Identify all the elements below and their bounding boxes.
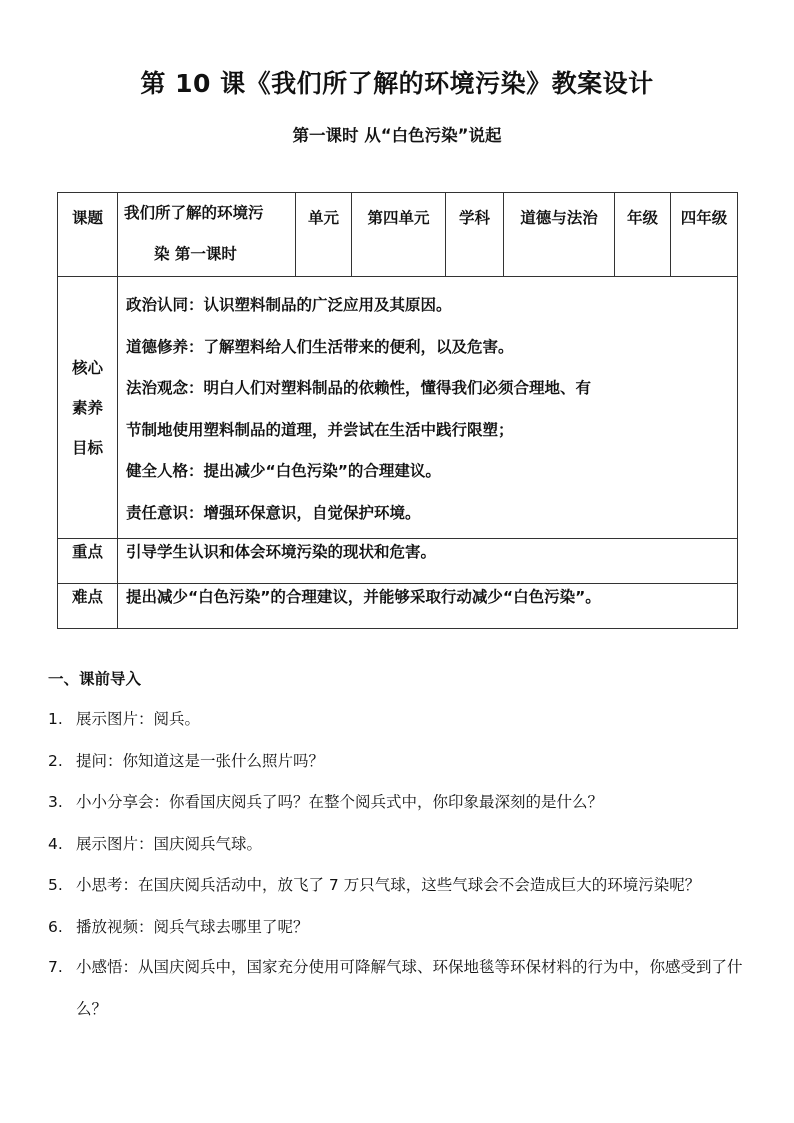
topic-label: 课题: [58, 193, 118, 277]
difficulty-text: 提出减少“白色污染”的合理建议，并能够采取行动减少“白色污染”。: [118, 584, 738, 629]
list-item: [48, 947, 748, 1030]
list-item-number: 6.: [48, 917, 63, 936]
subject-label: 学科: [446, 193, 504, 277]
key-point-label: 重点: [58, 539, 118, 584]
list-item-number: 5.: [48, 876, 63, 894]
key-point-text: 引导学生认识和体会环境污染的现状和危害。: [118, 539, 738, 584]
grade-value: 四年级: [671, 193, 738, 277]
key-point-row: [58, 539, 738, 584]
core-goals-content: [118, 277, 738, 539]
document-subtitle: 第一课时 从“白色污染”说起: [292, 126, 502, 145]
list-item-text: 展示图片：国庆阅兵气球。: [76, 834, 263, 853]
topic-value-line2: 染 第一课时: [154, 245, 237, 263]
unit-label: 单元: [296, 193, 352, 277]
core-goals-label: [58, 277, 118, 539]
core-goal-line: 责任意识：增强环保意识，自觉保护环境。: [126, 503, 421, 522]
table-header-row: [58, 193, 738, 277]
core-goals-row: [58, 277, 738, 539]
list-item-number: 3.: [48, 793, 63, 811]
core-goal-line: 政治认同：认识塑料制品的广泛应用及其原因。: [126, 296, 452, 314]
subject-value: 道德与法治: [504, 193, 615, 277]
section-heading: 一、课前导入: [48, 670, 142, 688]
list-item: [48, 830, 748, 872]
list-item: [48, 788, 748, 830]
list-item-number: 1.: [48, 710, 63, 728]
list-item-text: 小思考：在国庆阅兵活动中，放飞了 7 万只气球，这些气球会不会造成巨大的环境污染呢？: [76, 876, 701, 894]
list-item-number: 2.: [48, 751, 63, 770]
core-goals-label-line2: 素养: [71, 398, 103, 417]
unit-value: 第四单元: [352, 193, 446, 277]
core-goals-label-line3: 目标: [71, 438, 103, 457]
list-item-text: 播放视频：阅兵气球去哪里了呢？: [76, 917, 309, 936]
core-goals-label-line1: 核心: [71, 358, 103, 377]
list-item: [48, 871, 748, 913]
intro-step-list: [48, 705, 748, 1030]
difficulty-row: [58, 584, 738, 629]
core-goal-line: 节制地使用塑料制品的道理，并尝试在生活中践行限塑；: [126, 420, 514, 439]
core-goal-line: 健全人格：提出减少“白色污染”的合理建议。: [126, 462, 441, 480]
lesson-info-table: [57, 192, 738, 629]
list-item: [48, 747, 748, 789]
list-item-text: 小感悟：从国庆阅兵中，国家充分使用可降解气球、环保地毯等环保材料的行为中，你感受到了什么？: [76, 958, 743, 1018]
difficulty-label: 难点: [58, 584, 118, 629]
topic-value: [118, 193, 296, 277]
list-item: [48, 705, 748, 747]
topic-value-line1: 我们所了解的环境污: [124, 204, 264, 222]
core-goal-line: 道德修养：了解塑料给人们生活带来的便利，以及危害。: [126, 337, 514, 356]
grade-label: 年级: [615, 193, 671, 277]
document-title: 第 10 课《我们所了解的环境污染》教案设计: [140, 69, 654, 98]
list-item-text: 提问：你知道这是一张什么照片吗？: [76, 751, 325, 770]
core-goal-line: 法治观念：明白人们对塑料制品的依赖性，懂得我们必须合理地、有: [126, 379, 592, 397]
list-item-text: 展示图片：阅兵。: [76, 710, 201, 728]
list-item-number: 4.: [48, 834, 63, 853]
list-item-text: 小小分享会：你看国庆阅兵了吗？在整个阅兵式中，你印象最深刻的是什么？: [76, 793, 604, 811]
list-item-number: 7.: [48, 958, 63, 976]
